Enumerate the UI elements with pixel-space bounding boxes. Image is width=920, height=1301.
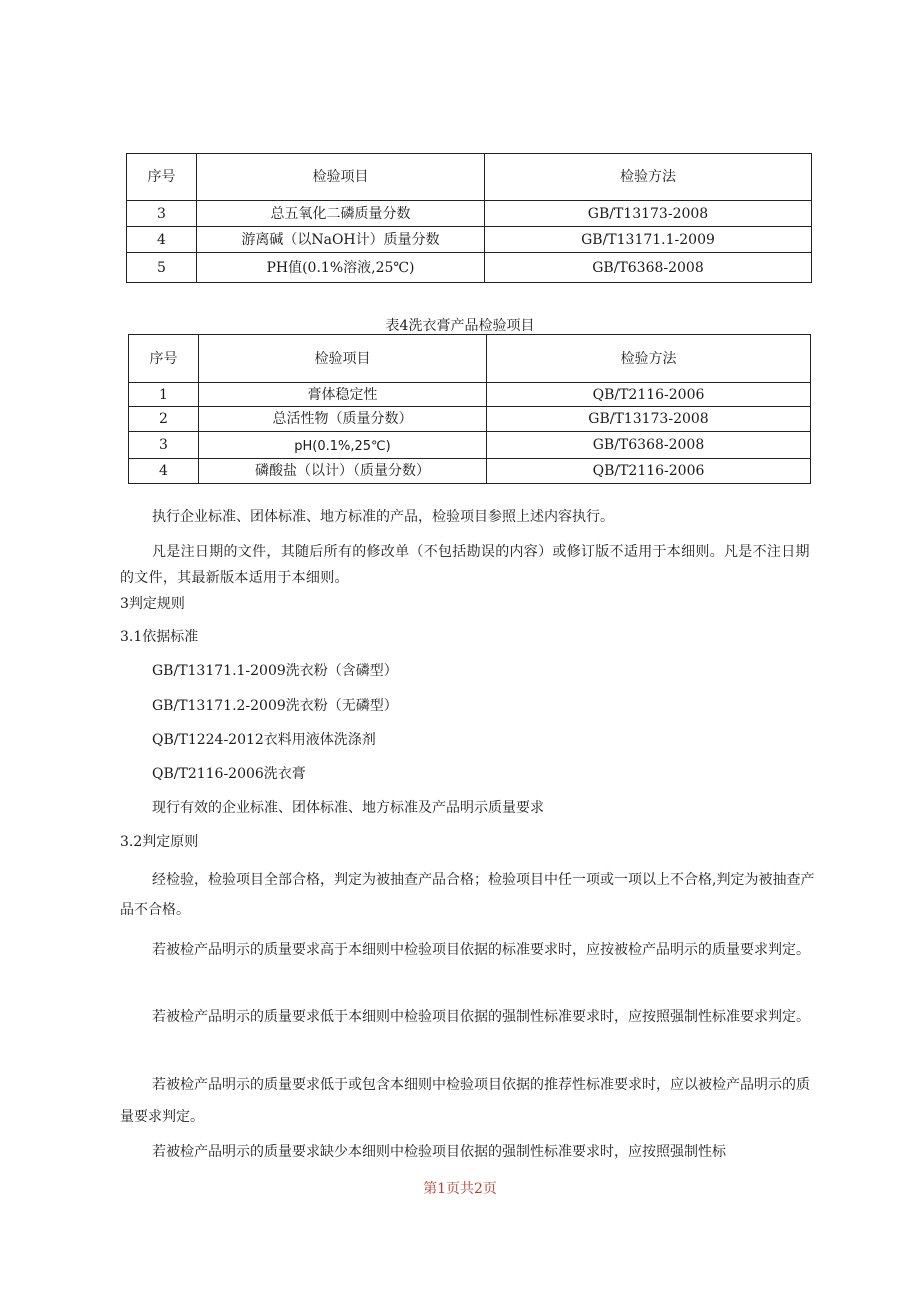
standard-item: 现行有效的企业标准、团体标准、地方标准及产品明示质量要求 [152, 800, 544, 816]
table-row [129, 459, 811, 484]
table-header-row [127, 154, 812, 201]
row-method: QB/T2116-2006 [487, 383, 811, 407]
row-method: GB/T6368-2008 [487, 432, 811, 459]
row-item: 总活性物（质量分数） [199, 407, 487, 432]
laundry-paste-inspection-table [128, 334, 811, 484]
section-heading-3: 3判定规则 [120, 596, 185, 612]
row-no: 2 [129, 407, 199, 432]
header-item: 检验项目 [199, 335, 487, 383]
row-no: 1 [129, 383, 199, 407]
table-row [129, 432, 811, 459]
paragraph-dated-documents: 凡是注日期的文件，其随后所有的修改单（不包括勘误的内容）或修订版不适用于本细则。凡是不注日期的文件，其最新版本适用于本细则。 [120, 544, 810, 586]
table-header-row [129, 335, 811, 383]
section-heading-3-1: 3.1依据标准 [120, 629, 199, 645]
table-row [127, 227, 812, 253]
rule-paragraph: 经检验，检验项目全部合格，判定为被抽查产品合格；检验项目中任一项或一项以上不合格,判定为被抽查产品不合格。 [120, 872, 815, 918]
inspection-table-continued [126, 153, 812, 283]
row-method: GB/T13173-2008 [487, 407, 811, 432]
table-row [127, 201, 812, 227]
row-item: 磷酸盐（以计）（质量分数） [199, 459, 487, 484]
standard-item: GB/T13171.2-2009洗衣粉（无磷型） [152, 698, 398, 714]
standard-item: QB/T2116-2006洗衣膏 [152, 766, 306, 782]
row-no: 5 [127, 253, 197, 283]
header-method: 检验方法 [487, 335, 811, 383]
row-no: 4 [127, 227, 197, 253]
table-row [129, 383, 811, 407]
header-no: 序号 [129, 335, 199, 383]
standard-item: QB/T1224-2012衣料用液体洗涤剂 [152, 732, 376, 748]
row-method: GB/T6368-2008 [485, 253, 812, 283]
row-item: 膏体稳定性 [199, 383, 487, 407]
table-row [127, 253, 812, 283]
section-heading-3-2: 3.2判定原则 [120, 834, 199, 850]
header-item: 检验项目 [197, 154, 485, 201]
header-no: 序号 [127, 154, 197, 201]
row-item: 总五氧化二磷质量分数 [197, 201, 485, 227]
header-method: 检验方法 [485, 154, 812, 201]
rule-paragraph: 若被检产品明示的质量要求高于本细则中检验项目依据的标准要求时，应按被检产品明示的质量要求判定。 [152, 942, 810, 958]
rule-paragraph: 若被检产品明示的质量要求缺少本细则中检验项目依据的强制性标准要求时，应按照强制性标 [152, 1144, 726, 1160]
standard-item: GB/T13171.1-2009洗衣粉（含磷型） [152, 663, 398, 679]
row-method: QB/T2116-2006 [487, 459, 811, 484]
table4-caption: 表4洗衣膏产品检验项目 [385, 318, 535, 334]
row-no: 3 [127, 201, 197, 227]
row-item: pH(0.1%,25℃) [199, 432, 487, 459]
row-method: GB/T13171.1-2009 [485, 227, 812, 253]
row-item: PH值(0.1%溶液,25℃) [197, 253, 485, 283]
page-number: 第1页共2页 [423, 1181, 497, 1197]
row-no: 3 [129, 432, 199, 459]
rule-paragraph: 若被检产品明示的质量要求低于本细则中检验项目依据的强制性标准要求时，应按照强制性标准要求判定。 [152, 1009, 810, 1025]
paragraph-execution: 执行企业标准、团体标准、地方标准的产品，检验项目参照上述内容执行。 [152, 509, 614, 525]
row-method: GB/T13173-2008 [485, 201, 812, 227]
rule-paragraph: 若被检产品明示的质量要求低于或包含本细则中检验项目依据的推荐性标准要求时，应以被检产品明示的质量要求判定。 [120, 1077, 810, 1125]
row-item: 游离碱（以NaOH计）质量分数 [197, 227, 485, 253]
row-no: 4 [129, 459, 199, 484]
table-row [129, 407, 811, 432]
